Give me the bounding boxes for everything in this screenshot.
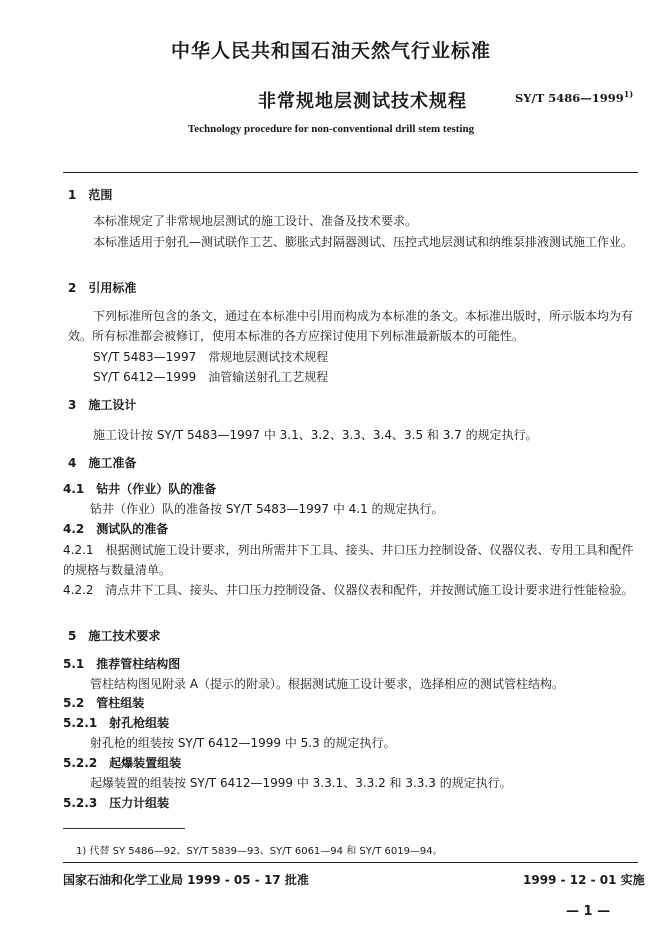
clause-5-2-2-heading: 5.2.2 起爆装置组装 — [63, 756, 182, 770]
standard-code-text: SY/T 5486—1999 — [515, 90, 624, 105]
subsection-4-1-paragraph: 钻井（作业）队的准备按 SY/T 5483—1997 中 4.1 的规定执行。 — [90, 502, 444, 516]
section-3-heading: 3 施工设计 — [68, 398, 137, 412]
section-1-heading: 1 范围 — [68, 188, 113, 202]
reference-standard-2: SY/T 6412—1999 油管输送射孔工艺规程 — [93, 370, 329, 384]
footnote-divider — [63, 828, 185, 829]
subsection-5-1-heading: 5.1 推荐管柱结构图 — [63, 657, 181, 671]
publisher-header: 中华人民共和国石油天然气行业标准 — [170, 40, 491, 62]
document-title: 非常规地层测试技术规程 — [258, 91, 467, 112]
footnote-marker: 1) — [76, 846, 87, 857]
subsection-4-2-heading: 4.2 测试队的准备 — [63, 522, 169, 536]
clause-5-2-2-paragraph: 起爆装置的组装按 SY/T 6412—1999 中 3.3.1、3.3.2 和 3.3.3 的规定执行。 — [90, 776, 512, 790]
header-divider — [63, 172, 638, 173]
section-3-paragraph-1: 施工设计按 SY/T 5483—1997 中 3.1、3.2、3.3、3.4、3.5 和 3.7 的规定执行。 — [93, 428, 538, 442]
clause-4-2-2: 4.2.2 清点井下工具、接头、井口压力控制设备、仪器仪表和配件，并按测试施工设计要求进行性能检验。 — [63, 583, 634, 597]
section-4-heading: 4 施工准备 — [68, 456, 137, 470]
subsection-5-2-heading: 5.2 管柱组装 — [63, 696, 145, 710]
subsection-5-1-paragraph: 管柱结构图见附录 A（提示的附录）。根据测试施工设计要求，选择相应的测试管柱结构。 — [90, 677, 565, 691]
section-2-heading: 2 引用标准 — [68, 281, 137, 295]
subsection-4-1-heading: 4.1 钻井（作业）队的准备 — [63, 482, 217, 496]
footnote — [76, 842, 443, 857]
reference-standard-1: SY/T 5483—1997 常规地层测试技术规程 — [93, 350, 329, 364]
clause-5-2-1-heading: 5.2.1 射孔枪组装 — [63, 716, 170, 730]
effective-date: 1999 - 12 - 01 实施 — [523, 873, 645, 887]
footer-divider — [63, 862, 638, 863]
english-title: Technology procedure for non-conventional drill stem testing — [187, 123, 475, 135]
footnote-text: 代替 SY 5486—92、SY/T 5839—93、SY/T 6061—94 和 SY/T 6019—94。 — [89, 846, 443, 857]
page-number: — 1 — — [566, 904, 611, 919]
approval-date: 国家石油和化学工业局 1999 - 05 - 17 批准 — [63, 873, 309, 887]
footnote-ref-marker: 1) — [623, 89, 634, 99]
section-1-paragraph-2: 本标准适用于射孔—测试联作工艺、膨胀式封隔器测试、压控式地层测试和纳维泵排液测试施工作业。 — [93, 235, 634, 249]
clause-5-2-1-paragraph: 射孔枪的组装按 SY/T 6412—1999 中 5.3 的规定执行。 — [90, 736, 396, 750]
clause-5-2-3-heading: 5.2.3 压力计组装 — [63, 796, 170, 810]
standard-code — [515, 89, 633, 105]
section-1-paragraph-1: 本标准规定了非常规地层测试的施工设计、准备及技术要求。 — [93, 214, 418, 228]
clause-4-2-1: 4.2.1 根据测试施工设计要求，列出所需井下工具、接头、井口压力控制设备、仪器仪表、专用工具和配件的规格与数量清单。 — [63, 543, 634, 577]
section-2-paragraph-1: 下列标准所包含的条文，通过在本标准中引用而构成为本标准的条文。本标准出版时，所示版本均为有效。所有标准都会被修订，使用本标准的各方应探讨使用下列标准最新版本的可能性。 — [68, 309, 634, 343]
section-5-heading: 5 施工技术要求 — [68, 629, 161, 643]
